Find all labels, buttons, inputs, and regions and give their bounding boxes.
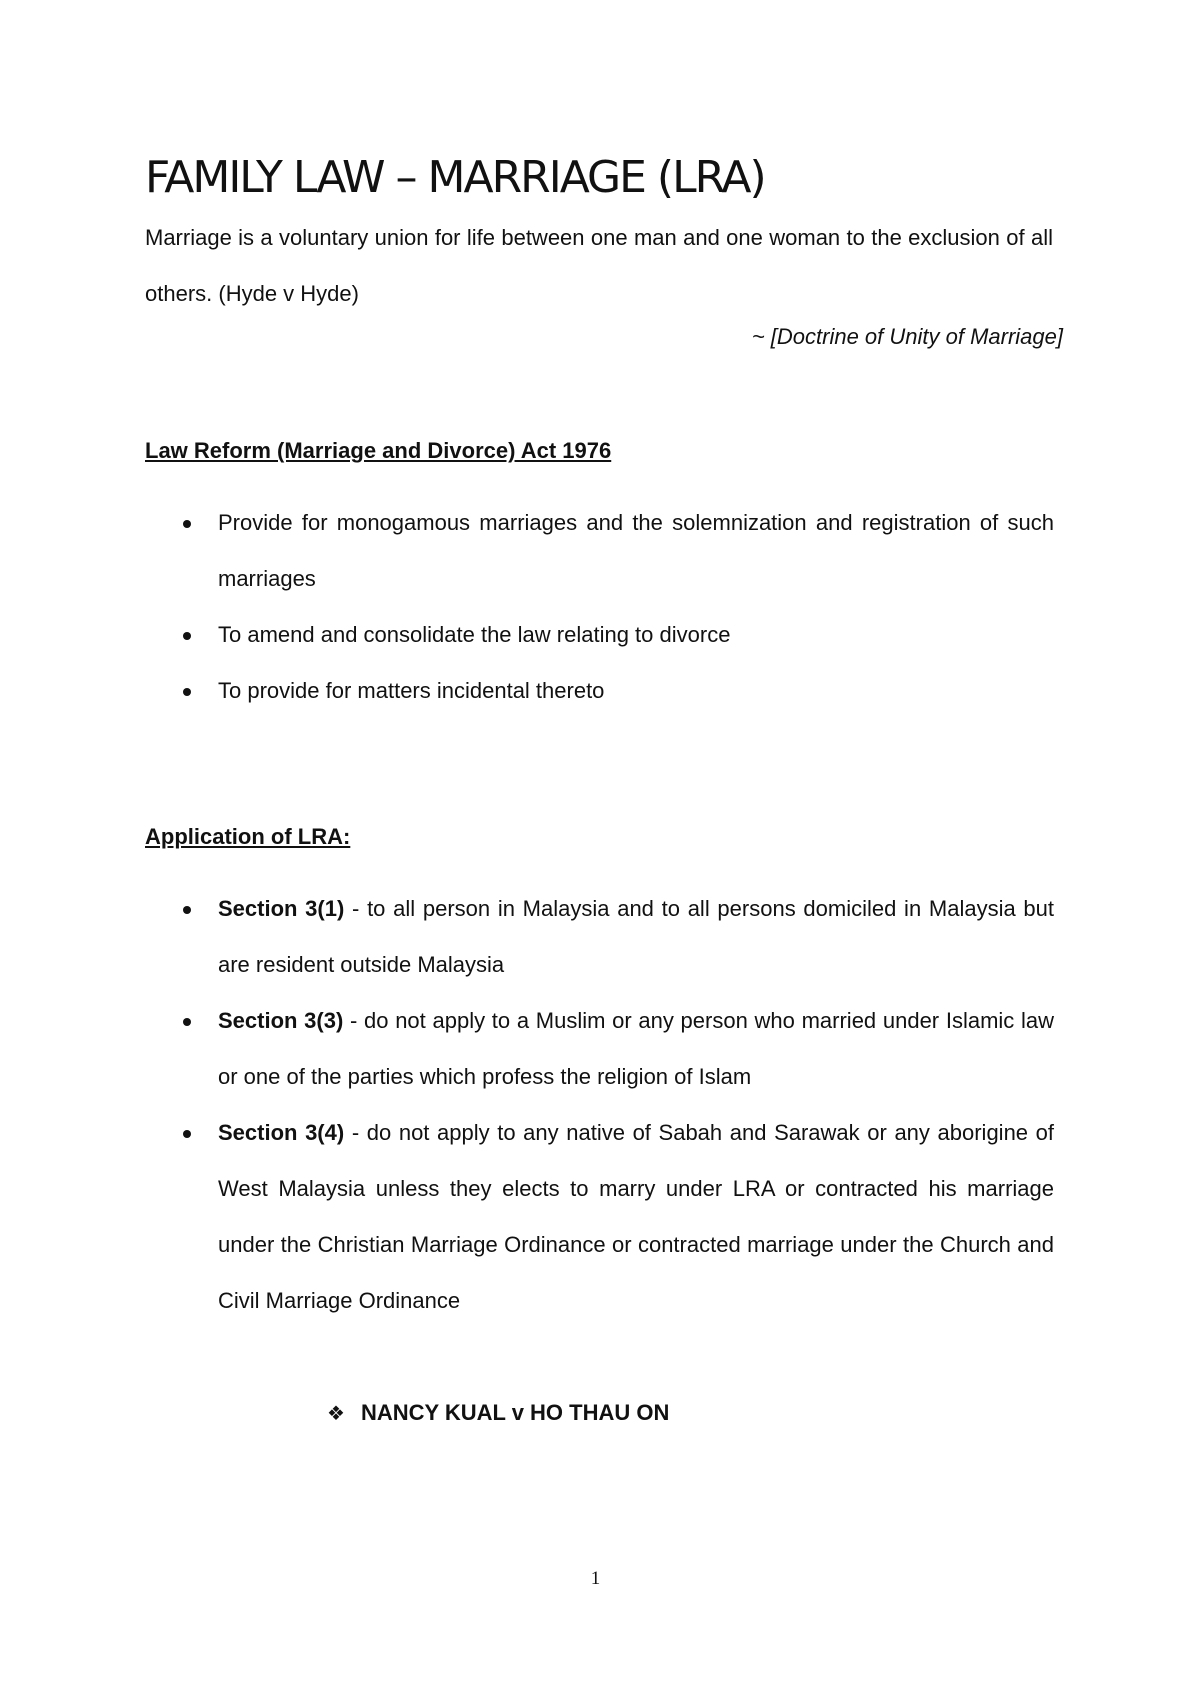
list-item-text: - to all person in Malaysia and to all persons domiciled in Malaysia but are resident outside Malaysia [218,896,1055,977]
page-number: 1 [590,1568,601,1589]
bullet-icon [183,520,191,528]
list-item-text: To provide for matters incidental thereto [218,678,605,703]
bullet-icon [183,906,191,914]
list-item-text: Provide for monogamous marriages and the solemnization and registration of such marriages [218,510,1054,591]
list-item [218,881,1054,993]
section-label: Section 3(3) [218,1008,344,1033]
bullet-icon [183,688,191,696]
purpose-list [218,495,1054,719]
section-heading-application: Application of LRA: [145,824,351,849]
section-label: Section 3(4) [218,1120,345,1145]
bullet-icon [183,1130,191,1138]
diamond-bullet-icon: ❖ [327,1401,345,1425]
list-item-text: - do not apply to any native of Sabah and Sarawak or any aborigine of West Malaysia unless they elects to marry under LRA or contracted his marriage under the Christian Marriage Ordinance or contracted marriage under the Church and Civil Marriage Ordinance [218,1120,1054,1313]
list-item [218,607,1054,663]
application-list [218,881,1054,1329]
case-name: NANCY KUAL v HO THAU ON [360,1400,670,1425]
document-title: FAMILY LAW – MARRIAGE (LRA) [145,152,765,203]
list-item-text: - do not apply to a Muslim or any person who married under Islamic law or one of the parties which profess the religion of Islam [218,1008,1054,1089]
list-item [218,495,1054,607]
bullet-icon [183,632,191,640]
case-citation [327,1398,669,1428]
list-item [218,663,1054,719]
section-heading-lra-act: Law Reform (Marriage and Divorce) Act 1976 [145,438,612,463]
section-label: Section 3(1) [218,896,345,921]
list-item [218,993,1054,1105]
list-item [218,1105,1054,1329]
bullet-icon [183,1018,191,1026]
list-item-text: To amend and consolidate the law relating to divorce [218,622,731,647]
doctrine-note: ~ [Doctrine of Unity of Marriage] [751,324,1063,349]
intro-paragraph: Marriage is a voluntary union for life between one man and one woman to the exclusion of all others. (Hyde v Hyde) [145,225,1053,306]
